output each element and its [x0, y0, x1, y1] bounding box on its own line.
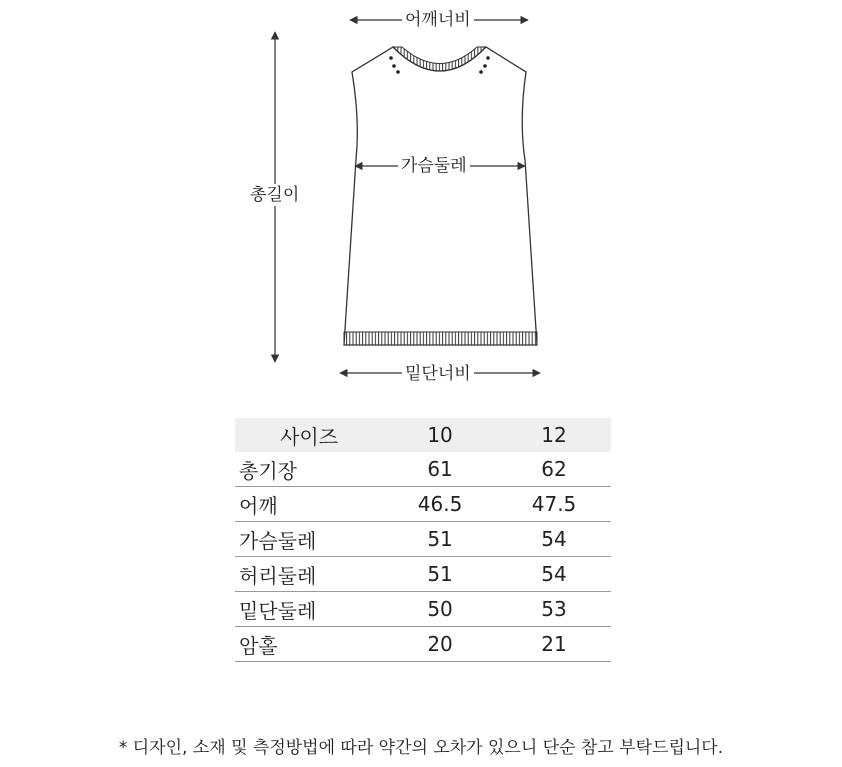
row-value: 20 — [427, 632, 453, 656]
row-value: 54 — [541, 527, 567, 551]
row-label: 가슴둘레 — [239, 528, 317, 553]
row-value: 54 — [541, 562, 567, 586]
row-value: 61 — [427, 457, 453, 481]
row-label: 어깨 — [239, 493, 278, 518]
table-row — [235, 557, 611, 592]
row-value: 51 — [427, 527, 453, 551]
row-value: 51 — [427, 562, 453, 586]
table-row — [235, 487, 611, 522]
header-size-12: 12 — [541, 423, 567, 447]
row-label: 밑단둘레 — [239, 598, 317, 623]
hem-width-label: 밑단너비 — [402, 363, 474, 385]
shoulder-width-label: 어깨너비 — [402, 9, 474, 31]
row-value: 62 — [541, 457, 567, 481]
chest-label: 가슴둘레 — [398, 155, 470, 177]
total-length-label: 총길이 — [247, 184, 302, 206]
row-value: 50 — [427, 597, 453, 621]
header-size-label: 사이즈 — [280, 424, 339, 449]
row-value: 47.5 — [531, 492, 577, 516]
vest-body — [344, 47, 537, 345]
row-label: 총기장 — [239, 458, 297, 483]
row-label: 허리둘레 — [239, 563, 317, 588]
row-value: 21 — [541, 632, 567, 656]
table-row — [235, 592, 611, 627]
measurement-disclaimer: * 디자인, 소재 및 측정방법에 따라 약간의 오차가 있으니 단순 참고 부탁드립니다. — [118, 738, 724, 758]
row-label: 암홀 — [239, 633, 278, 658]
row-value: 46.5 — [417, 492, 463, 516]
table-row — [235, 452, 611, 487]
table-row — [235, 522, 611, 557]
hem-rib — [344, 332, 537, 345]
header-size-10: 10 — [427, 423, 453, 447]
table-header-row — [235, 418, 611, 452]
row-value: 53 — [541, 597, 567, 621]
table-row — [235, 627, 611, 662]
size-table — [235, 418, 611, 662]
